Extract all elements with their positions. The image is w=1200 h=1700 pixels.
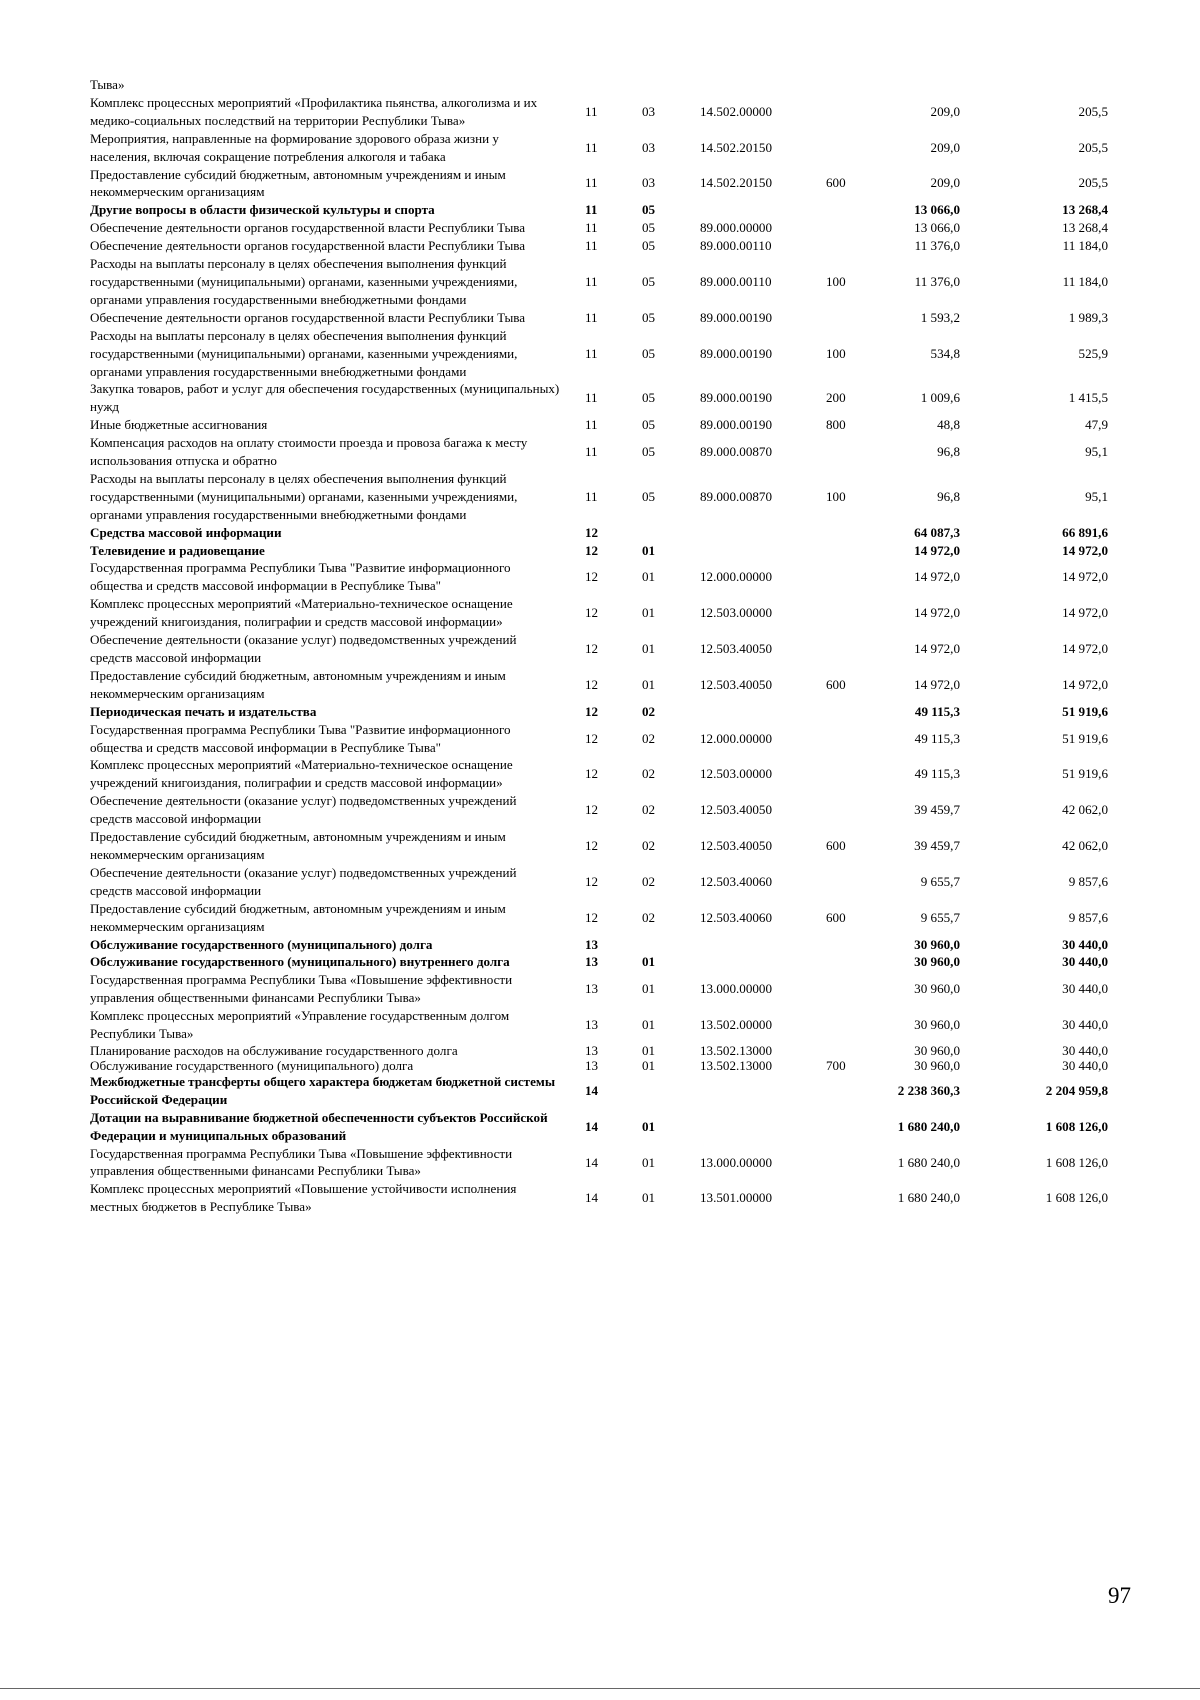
section-code: 12 <box>585 730 599 746</box>
row-name: Обеспечение деятельности (оказание услуг) подведомственных учреждений средств массовой информации <box>90 632 517 665</box>
row-name: Мероприятия, направленные на формирование здорового образа жизни у населения, включая сокращение потребления алкоголя и табака <box>90 130 499 164</box>
section-code: 11 <box>585 309 598 325</box>
table-row <box>90 756 1140 792</box>
table-row <box>90 237 1140 255</box>
amount-second-year: 30 440,0 <box>1062 981 1108 997</box>
section-code: 14 <box>585 1118 599 1134</box>
amount-second-year: 51 919,6 <box>1062 730 1108 746</box>
section-code: 11 <box>585 390 598 406</box>
amount-second-year: 51 919,6 <box>1062 766 1108 782</box>
amount-second-year: 1 608 126,0 <box>1045 1154 1108 1170</box>
subsection-code: 02 <box>642 873 656 889</box>
amount-second-year: 14 972,0 <box>1062 569 1108 585</box>
amount-first-year: 2 238 360,3 <box>897 1082 960 1098</box>
subsection-code: 01 <box>642 641 656 657</box>
table-row <box>90 542 1140 560</box>
table-row <box>90 864 1140 900</box>
amount-second-year: 1 608 126,0 <box>1045 1190 1108 1206</box>
amount-second-year: 95,1 <box>1085 488 1108 504</box>
budget-table <box>90 76 1140 1216</box>
table-row <box>90 900 1140 936</box>
table-row <box>90 595 1140 631</box>
subsection-code: 01 <box>642 569 656 585</box>
row-name: Закупка товаров, работ и услуг для обеспечения государственных (муниципальных) нужд <box>90 381 560 415</box>
amount-second-year: 42 062,0 <box>1062 838 1108 854</box>
amount-first-year: 30 960,0 <box>914 954 960 970</box>
subsection-code: 05 <box>642 417 656 433</box>
subsection-code: 01 <box>642 981 656 997</box>
target-article-code: 13.502.13000 <box>700 1042 773 1058</box>
amount-first-year: 1 680 240,0 <box>897 1190 960 1206</box>
amount-first-year: 14 972,0 <box>914 542 960 558</box>
table-row <box>90 667 1140 703</box>
target-article-code: 89.000.00190 <box>700 345 773 361</box>
table-row <box>90 1145 1140 1181</box>
target-article-code: 12.503.40050 <box>700 838 773 854</box>
amount-first-year: 9 655,7 <box>920 909 960 925</box>
table-row <box>90 327 1140 381</box>
expense-type-code: 100 <box>826 345 846 361</box>
subsection-code: 05 <box>642 345 656 361</box>
amount-second-year: 2 204 959,8 <box>1045 1082 1108 1098</box>
section-code: 12 <box>585 524 599 540</box>
row-name: Тыва» <box>90 77 125 92</box>
amount-first-year: 39 459,7 <box>914 802 960 818</box>
amount-second-year: 11 184,0 <box>1062 238 1108 254</box>
target-article-code: 13.000.00000 <box>700 981 773 997</box>
row-name: Комплекс процессных мероприятий «Профилактика пьянства, алкоголизма и их медико-социальных последствий на территории Республики Тыва» <box>90 94 538 128</box>
row-name: Телевидение и радиовещание <box>90 542 265 558</box>
amount-first-year: 13 066,0 <box>914 220 960 236</box>
section-code: 11 <box>585 202 598 218</box>
amount-second-year: 205,5 <box>1078 139 1108 155</box>
table-row <box>90 219 1140 237</box>
row-name: Обеспечение деятельности органов государственной власти Республики Тыва <box>90 238 526 254</box>
amount-first-year: 64 087,3 <box>914 524 960 540</box>
section-code: 11 <box>585 139 598 155</box>
subsection-code: 05 <box>642 273 656 289</box>
amount-second-year: 30 440,0 <box>1062 1042 1108 1058</box>
section-code: 11 <box>585 444 598 460</box>
row-name: Государственная программа Республики Тыва "Развитие информационного общества и средств массовой информации в Республике Тыва" <box>90 560 511 594</box>
target-article-code: 89.000.00190 <box>700 417 773 433</box>
amount-second-year: 30 440,0 <box>1062 1017 1108 1033</box>
amount-first-year: 30 960,0 <box>914 981 960 997</box>
amount-second-year: 14 972,0 <box>1062 605 1108 621</box>
table-row <box>90 201 1140 219</box>
row-name: Другие вопросы в области физической культуры и спорта <box>90 202 435 218</box>
table-row <box>90 380 1140 416</box>
table-row <box>90 631 1140 667</box>
table-row <box>90 416 1140 434</box>
table-row <box>90 971 1140 1007</box>
table-row <box>90 76 1140 94</box>
amount-second-year: 30 440,0 <box>1062 954 1108 970</box>
expense-type-code: 600 <box>826 676 846 692</box>
expense-type-code: 600 <box>826 838 846 854</box>
row-name: Расходы на выплаты персоналу в целях обеспечения выполнения функций государственными (муниципальными) органами, казенными учреждениями, органами управления государственными внебюджетными фондами <box>90 470 518 522</box>
row-name: Иные бюджетные ассигнования <box>90 417 268 433</box>
row-name: Средства массовой информации <box>90 524 282 540</box>
subsection-code: 03 <box>642 175 656 191</box>
section-code: 13 <box>585 1017 599 1033</box>
section-code: 12 <box>585 703 599 719</box>
amount-first-year: 1 680 240,0 <box>897 1154 960 1170</box>
row-name: Комплекс процессных мероприятий «Материально-техническое оснащение учреждений книгоиздания, полиграфии и средств массовой информации» <box>90 757 513 791</box>
row-name: Обеспечение деятельности органов государственной власти Республики Тыва <box>90 220 526 236</box>
row-name: Расходы на выплаты персоналу в целях обеспечения выполнения функций государственными (муниципальными) органами, казенными учреждениями, органами управления государственными внебюджетными фондами <box>90 327 518 379</box>
target-article-code: 14.502.00000 <box>700 103 773 119</box>
amount-first-year: 1 680 240,0 <box>897 1118 960 1134</box>
amount-first-year: 1 009,6 <box>920 390 960 406</box>
subsection-code: 05 <box>642 488 656 504</box>
subsection-code: 01 <box>642 542 656 558</box>
row-name: Межбюджетные трансферты общего характера бюджетам бюджетной системы Российской Федерации <box>90 1073 556 1107</box>
section-code: 13 <box>585 981 599 997</box>
row-name: Компенсация расходов на оплату стоимости проезда и провоза багажа к месту использования отпуска и обратно <box>90 435 528 469</box>
table-row <box>90 1073 1140 1109</box>
amount-first-year: 96,8 <box>937 488 960 504</box>
expense-type-code: 700 <box>826 1057 846 1073</box>
amount-first-year: 48,8 <box>937 417 960 433</box>
subsection-code: 05 <box>642 238 656 254</box>
amount-first-year: 13 066,0 <box>914 202 960 218</box>
subsection-code: 01 <box>642 1057 656 1073</box>
subsection-code: 01 <box>642 1118 656 1134</box>
amount-second-year: 47,9 <box>1085 417 1108 433</box>
row-name: Периодическая печать и издательства <box>90 703 317 719</box>
section-code: 14 <box>585 1190 599 1206</box>
subsection-code: 05 <box>642 220 656 236</box>
subsection-code: 02 <box>642 838 656 854</box>
row-name: Государственная программа Республики Тыва "Развитие информационного общества и средств массовой информации в Республике Тыва" <box>90 721 511 755</box>
expense-type-code: 100 <box>826 273 846 289</box>
table-row <box>90 936 1140 954</box>
table-row <box>90 828 1140 864</box>
section-code: 12 <box>585 766 599 782</box>
section-code: 11 <box>585 488 598 504</box>
section-code: 12 <box>585 569 599 585</box>
amount-second-year: 11 184,0 <box>1062 273 1108 289</box>
target-article-code: 13.502.00000 <box>700 1017 773 1033</box>
section-code: 11 <box>585 345 598 361</box>
subsection-code: 01 <box>642 1190 656 1206</box>
section-code: 13 <box>585 936 599 952</box>
row-name: Планирование расходов на обслуживание государственного долга <box>90 1042 458 1058</box>
section-code: 12 <box>585 605 599 621</box>
table-row <box>90 953 1140 971</box>
amount-first-year: 209,0 <box>930 175 960 191</box>
target-article-code: 13.502.13000 <box>700 1057 773 1073</box>
section-code: 13 <box>585 1042 599 1058</box>
section-code: 13 <box>585 1057 599 1073</box>
row-name: Государственная программа Республики Тыва «Повышение эффективности управления общественными финансами Республики Тыва» <box>90 1145 513 1179</box>
section-code: 12 <box>585 676 599 692</box>
row-name: Предоставление субсидий бюджетным, автономным учреждениям и иным некоммерческим организациям <box>90 829 506 862</box>
row-name: Комплекс процессных мероприятий «Материально-техническое оснащение учреждений книгоиздания, полиграфии и средств массовой информации» <box>90 596 513 630</box>
amount-first-year: 14 972,0 <box>914 569 960 585</box>
table-row <box>90 721 1140 757</box>
row-name: Обеспечение деятельности (оказание услуг) подведомственных учреждений средств массовой информации <box>90 793 517 827</box>
table-row <box>90 166 1140 202</box>
amount-first-year: 30 960,0 <box>914 1042 960 1058</box>
amount-second-year: 1 989,3 <box>1068 309 1108 325</box>
subsection-code: 01 <box>642 1017 656 1033</box>
subsection-code: 01 <box>642 954 656 970</box>
amount-first-year: 209,0 <box>930 139 960 155</box>
subsection-code: 02 <box>642 802 656 818</box>
subsection-code: 02 <box>642 766 656 782</box>
expense-type-code: 100 <box>826 488 846 504</box>
section-code: 12 <box>585 802 599 818</box>
row-name: Предоставление субсидий бюджетным, автономным учреждениям и иным некоммерческим организациям <box>90 667 506 701</box>
row-name: Обеспечение деятельности органов государственной власти Республики Тыва <box>90 309 526 325</box>
table-row <box>90 792 1140 828</box>
target-article-code: 12.503.40060 <box>700 873 773 889</box>
amount-second-year: 1 415,5 <box>1068 390 1108 406</box>
amount-first-year: 39 459,7 <box>914 838 960 854</box>
table-row <box>90 255 1140 309</box>
target-article-code: 89.000.00870 <box>700 488 773 504</box>
section-code: 12 <box>585 873 599 889</box>
target-article-code: 89.000.00190 <box>700 390 773 406</box>
target-article-code: 89.000.00190 <box>700 309 773 325</box>
row-name: Комплекс процессных мероприятий «Повышение устойчивости исполнения местных бюджетов в Республике Тыва» <box>90 1181 517 1215</box>
section-code: 11 <box>585 238 598 254</box>
amount-first-year: 14 972,0 <box>914 605 960 621</box>
row-name: Государственная программа Республики Тыва «Повышение эффективности управления общественными финансами Республики Тыва» <box>90 972 513 1006</box>
amount-second-year: 525,9 <box>1078 345 1108 361</box>
section-code: 14 <box>585 1082 599 1098</box>
amount-first-year: 14 972,0 <box>914 641 960 657</box>
row-name: Предоставление субсидий бюджетным, автономным учреждениям и иным некоммерческим организациям <box>90 900 506 934</box>
amount-first-year: 11 376,0 <box>914 238 960 254</box>
amount-second-year: 205,5 <box>1078 175 1108 191</box>
amount-first-year: 49 115,3 <box>914 703 960 719</box>
amount-first-year: 9 655,7 <box>920 873 960 889</box>
section-code: 12 <box>585 909 599 925</box>
amount-first-year: 1 593,2 <box>920 309 960 325</box>
subsection-code: 03 <box>642 139 656 155</box>
row-name: Обслуживание государственного (муниципального) долга <box>90 1057 414 1073</box>
expense-type-code: 200 <box>826 390 846 406</box>
table-row <box>90 559 1140 595</box>
target-article-code: 89.000.00110 <box>700 273 772 289</box>
amount-second-year: 1 608 126,0 <box>1045 1118 1108 1134</box>
subsection-code: 01 <box>642 676 656 692</box>
target-article-code: 12.503.00000 <box>700 605 773 621</box>
amount-first-year: 11 376,0 <box>914 273 960 289</box>
section-code: 13 <box>585 954 599 970</box>
target-article-code: 89.000.00870 <box>700 444 773 460</box>
row-name: Расходы на выплаты персоналу в целях обеспечения выполнения функций государственными (муниципальными) органами, казенными учреждениями, органами управления государственными внебюджетными фондами <box>90 256 518 307</box>
row-name: Обслуживание государственного (муниципального) долга <box>90 936 433 952</box>
amount-second-year: 9 857,6 <box>1068 909 1108 925</box>
subsection-code: 03 <box>642 103 656 119</box>
table-row <box>90 434 1140 470</box>
amount-second-year: 51 919,6 <box>1062 703 1108 719</box>
row-name: Предоставление субсидий бюджетным, автономным учреждениям и иным некоммерческим организациям <box>90 166 506 200</box>
section-code: 11 <box>585 417 598 433</box>
page-number: 97 <box>1108 1583 1131 1608</box>
amount-first-year: 49 115,3 <box>914 730 960 746</box>
subsection-code: 01 <box>642 1154 656 1170</box>
row-name: Комплекс процессных мероприятий «Управление государственным долгом Республики Тыва» <box>90 1008 510 1042</box>
table-row <box>90 470 1140 524</box>
expense-type-code: 800 <box>826 417 846 433</box>
section-code: 11 <box>585 220 598 236</box>
amount-second-year: 9 857,6 <box>1068 873 1108 889</box>
table-row <box>90 1109 1140 1145</box>
table-row <box>90 1058 1140 1073</box>
target-article-code: 12.503.40050 <box>700 802 773 818</box>
table-row <box>90 703 1140 721</box>
target-article-code: 13.000.00000 <box>700 1154 773 1170</box>
row-name: Обслуживание государственного (муниципального) внутреннего долга <box>90 954 510 970</box>
subsection-code: 02 <box>642 730 656 746</box>
amount-second-year: 66 891,6 <box>1062 524 1108 540</box>
section-code: 11 <box>585 273 598 289</box>
target-article-code: 12.503.40060 <box>700 909 773 925</box>
section-code: 12 <box>585 641 599 657</box>
table-row <box>90 130 1140 166</box>
amount-first-year: 534,8 <box>930 345 960 361</box>
amount-second-year: 205,5 <box>1078 103 1108 119</box>
section-code: 11 <box>585 175 598 191</box>
amount-first-year: 49 115,3 <box>914 766 960 782</box>
amount-second-year: 30 440,0 <box>1062 936 1108 952</box>
amount-first-year: 14 972,0 <box>914 676 960 692</box>
amount-second-year: 13 268,4 <box>1062 220 1108 236</box>
amount-second-year: 30 440,0 <box>1062 1057 1108 1073</box>
amount-first-year: 30 960,0 <box>914 1017 960 1033</box>
target-article-code: 12.503.00000 <box>700 766 773 782</box>
table-row <box>90 94 1140 130</box>
table-row <box>90 524 1140 542</box>
subsection-code: 05 <box>642 202 656 218</box>
amount-first-year: 30 960,0 <box>914 1057 960 1073</box>
table-row <box>90 1180 1140 1216</box>
row-name: Обеспечение деятельности (оказание услуг) подведомственных учреждений средств массовой информации <box>90 864 517 898</box>
target-article-code: 89.000.00000 <box>700 220 773 236</box>
expense-type-code: 600 <box>826 175 846 191</box>
section-code: 12 <box>585 542 599 558</box>
table-row <box>90 1007 1140 1043</box>
target-article-code: 12.000.00000 <box>700 569 773 585</box>
row-name: Дотации на выравнивание бюджетной обеспеченности субъектов Российской Федерации и муниципальных образований <box>90 1109 548 1143</box>
target-article-code: 14.502.20150 <box>700 175 773 191</box>
subsection-code: 01 <box>642 605 656 621</box>
section-code: 11 <box>585 103 598 119</box>
amount-second-year: 14 972,0 <box>1062 542 1108 558</box>
target-article-code: 12.000.00000 <box>700 730 773 746</box>
amount-second-year: 95,1 <box>1085 444 1108 460</box>
amount-second-year: 42 062,0 <box>1062 802 1108 818</box>
amount-first-year: 30 960,0 <box>914 936 960 952</box>
amount-first-year: 96,8 <box>937 444 960 460</box>
amount-second-year: 14 972,0 <box>1062 641 1108 657</box>
subsection-code: 02 <box>642 703 656 719</box>
subsection-code: 02 <box>642 909 656 925</box>
section-code: 14 <box>585 1154 599 1170</box>
target-article-code: 13.501.00000 <box>700 1190 773 1206</box>
footer-line <box>0 1688 1200 1689</box>
subsection-code: 01 <box>642 1042 656 1058</box>
subsection-code: 05 <box>642 444 656 460</box>
amount-first-year: 209,0 <box>930 103 960 119</box>
amount-second-year: 14 972,0 <box>1062 676 1108 692</box>
section-code: 12 <box>585 838 599 854</box>
expense-type-code: 600 <box>826 909 846 925</box>
subsection-code: 05 <box>642 309 656 325</box>
target-article-code: 89.000.00110 <box>700 238 772 254</box>
table-row <box>90 309 1140 327</box>
amount-second-year: 13 268,4 <box>1062 202 1108 218</box>
table-row <box>90 1043 1140 1058</box>
target-article-code: 14.502.20150 <box>700 139 773 155</box>
subsection-code: 05 <box>642 390 656 406</box>
target-article-code: 12.503.40050 <box>700 641 773 657</box>
target-article-code: 12.503.40050 <box>700 676 773 692</box>
